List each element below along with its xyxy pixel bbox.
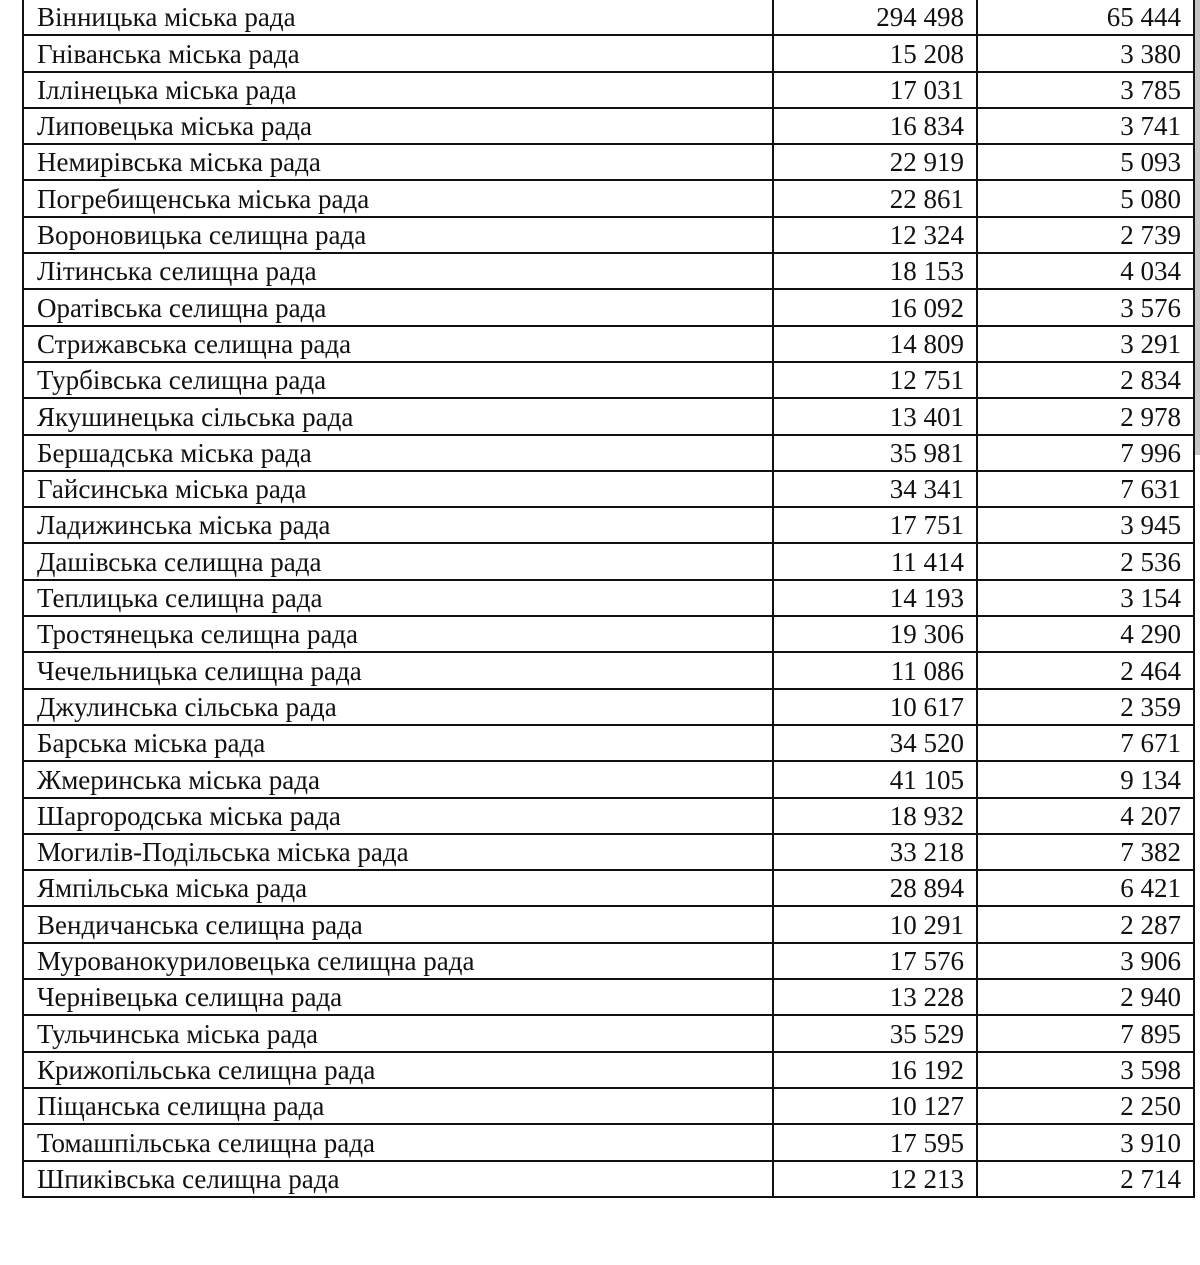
value-2: 7 382 [977, 834, 1194, 870]
council-name: Немирівська міська рада [23, 144, 773, 180]
value-1: 41 105 [773, 761, 977, 797]
council-name: Вендичанська селищна рада [23, 906, 773, 942]
table-body [23, 0, 1194, 1197]
value-2: 3 945 [977, 507, 1194, 543]
council-name: Чечельницька селищна рада [23, 652, 773, 688]
value-2: 3 291 [977, 326, 1194, 362]
council-name: Чернівецька селищна рада [23, 979, 773, 1015]
value-2: 7 631 [977, 471, 1194, 507]
table-row [23, 689, 1194, 725]
council-name: Бершадська міська рада [23, 435, 773, 471]
value-1: 16 834 [773, 108, 977, 144]
value-1: 35 529 [773, 1015, 977, 1051]
value-1: 34 520 [773, 725, 977, 761]
council-name: Липовецька міська рада [23, 108, 773, 144]
council-name: Турбівська селищна рада [23, 362, 773, 398]
value-1: 17 595 [773, 1124, 977, 1160]
council-name: Шаргородська міська рада [23, 798, 773, 834]
value-1: 22 919 [773, 144, 977, 180]
council-name: Ладижинська міська рада [23, 507, 773, 543]
value-1: 10 617 [773, 689, 977, 725]
table-row [23, 1124, 1194, 1160]
council-name: Гніванська міська рада [23, 35, 773, 71]
value-1: 11 414 [773, 543, 977, 579]
table-row [23, 870, 1194, 906]
council-name: Барська міська рада [23, 725, 773, 761]
table-row [23, 652, 1194, 688]
value-2: 2 978 [977, 398, 1194, 434]
table-row [23, 471, 1194, 507]
value-1: 16 192 [773, 1052, 977, 1088]
value-2: 2 714 [977, 1161, 1194, 1197]
value-2: 4 207 [977, 798, 1194, 834]
table-row [23, 906, 1194, 942]
value-2: 3 785 [977, 72, 1194, 108]
value-1: 11 086 [773, 652, 977, 688]
table-row [23, 398, 1194, 434]
table-row [23, 979, 1194, 1015]
table-row [23, 289, 1194, 325]
value-2: 2 359 [977, 689, 1194, 725]
value-1: 12 324 [773, 217, 977, 253]
value-2: 9 134 [977, 761, 1194, 797]
value-2: 3 380 [977, 35, 1194, 71]
table-row [23, 616, 1194, 652]
council-name: Оратівська селищна рада [23, 289, 773, 325]
value-2: 2 834 [977, 362, 1194, 398]
value-1: 34 341 [773, 471, 977, 507]
value-2: 3 910 [977, 1124, 1194, 1160]
table-row [23, 253, 1194, 289]
council-name: Гайсинська міська рада [23, 471, 773, 507]
value-2: 7 895 [977, 1015, 1194, 1051]
value-1: 28 894 [773, 870, 977, 906]
council-name: Стрижавська селищна рада [23, 326, 773, 362]
value-1: 13 401 [773, 398, 977, 434]
table-row [23, 1015, 1194, 1051]
table-row [23, 180, 1194, 216]
table-row [23, 144, 1194, 180]
table-row [23, 435, 1194, 471]
council-name: Літинська селищна рада [23, 253, 773, 289]
table-row [23, 761, 1194, 797]
table-row [23, 35, 1194, 71]
value-1: 14 809 [773, 326, 977, 362]
value-1: 12 751 [773, 362, 977, 398]
value-2: 4 034 [977, 253, 1194, 289]
value-2: 6 421 [977, 870, 1194, 906]
value-2: 2 536 [977, 543, 1194, 579]
table-row [23, 72, 1194, 108]
council-name: Якушинецька сільська рада [23, 398, 773, 434]
value-2: 3 576 [977, 289, 1194, 325]
table-row [23, 834, 1194, 870]
value-1: 12 213 [773, 1161, 977, 1197]
value-1: 35 981 [773, 435, 977, 471]
value-1: 17 576 [773, 943, 977, 979]
council-name: Томашпільська селищна рада [23, 1124, 773, 1160]
value-2: 65 444 [977, 0, 1194, 35]
council-name: Ямпільська міська рада [23, 870, 773, 906]
value-1: 17 751 [773, 507, 977, 543]
value-1: 294 498 [773, 0, 977, 35]
council-name: Крижопільська селищна рада [23, 1052, 773, 1088]
council-name: Могилів-Подільська міська рада [23, 834, 773, 870]
value-1: 33 218 [773, 834, 977, 870]
value-1: 17 031 [773, 72, 977, 108]
table-row [23, 507, 1194, 543]
council-name: Погребищенська міська рада [23, 180, 773, 216]
council-name: Джулинська сільська рада [23, 689, 773, 725]
table-row [23, 943, 1194, 979]
value-2: 7 671 [977, 725, 1194, 761]
council-name: Шпиківська селищна рада [23, 1161, 773, 1197]
value-1: 18 932 [773, 798, 977, 834]
value-1: 10 291 [773, 906, 977, 942]
council-name: Мурованокуриловецька селищна рада [23, 943, 773, 979]
value-2: 2 464 [977, 652, 1194, 688]
table-row [23, 1052, 1194, 1088]
council-name: Вінницька міська рада [23, 0, 773, 35]
council-name: Жмеринська міська рада [23, 761, 773, 797]
table-row [23, 0, 1194, 35]
value-2: 5 093 [977, 144, 1194, 180]
value-2: 2 287 [977, 906, 1194, 942]
council-name: Іллінецька міська рада [23, 72, 773, 108]
value-2: 3 598 [977, 1052, 1194, 1088]
value-1: 16 092 [773, 289, 977, 325]
council-name: Теплицька селищна рада [23, 580, 773, 616]
value-1: 18 153 [773, 253, 977, 289]
value-2: 7 996 [977, 435, 1194, 471]
council-name: Вороновицька селищна рада [23, 217, 773, 253]
council-name: Тростянецька селищна рада [23, 616, 773, 652]
value-1: 15 208 [773, 35, 977, 71]
table-row [23, 725, 1194, 761]
value-1: 10 127 [773, 1088, 977, 1124]
value-2: 5 080 [977, 180, 1194, 216]
value-2: 2 739 [977, 217, 1194, 253]
table-row [23, 108, 1194, 144]
value-2: 3 906 [977, 943, 1194, 979]
table-row [23, 543, 1194, 579]
table-row [23, 580, 1194, 616]
value-1: 13 228 [773, 979, 977, 1015]
value-2: 3 154 [977, 580, 1194, 616]
council-name: Піщанська селищна рада [23, 1088, 773, 1124]
table-row [23, 362, 1194, 398]
table-row [23, 1161, 1194, 1197]
value-1: 19 306 [773, 616, 977, 652]
value-2: 3 741 [977, 108, 1194, 144]
table-row [23, 217, 1194, 253]
value-1: 22 861 [773, 180, 977, 216]
table-row [23, 1088, 1194, 1124]
value-1: 14 193 [773, 580, 977, 616]
table-row [23, 798, 1194, 834]
council-name: Тульчинська міська рада [23, 1015, 773, 1051]
council-name: Дашівська селищна рада [23, 543, 773, 579]
value-2: 4 290 [977, 616, 1194, 652]
data-table [22, 0, 1195, 1198]
value-2: 2 940 [977, 979, 1194, 1015]
value-2: 2 250 [977, 1088, 1194, 1124]
table-row [23, 326, 1194, 362]
